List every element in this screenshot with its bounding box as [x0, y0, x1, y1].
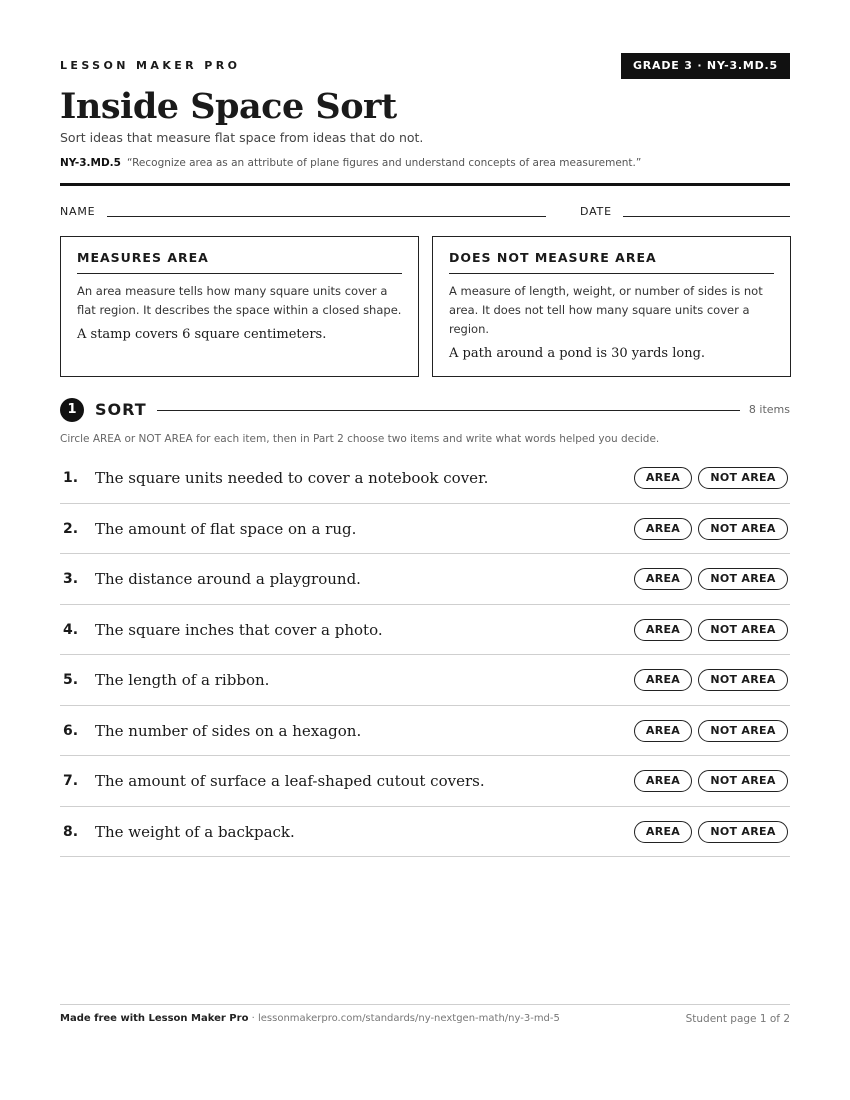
- not-area-choice-button[interactable]: NOT AREA: [698, 568, 788, 590]
- item-text: The square inches that cover a photo.: [95, 620, 383, 639]
- card-title: DOES NOT MEASURE AREA: [449, 250, 774, 274]
- area-choice-button[interactable]: AREA: [634, 770, 692, 792]
- list-item: [60, 706, 790, 757]
- item-text: The amount of surface a leaf-shaped cutout covers.: [95, 772, 485, 790]
- item-number: 3.: [63, 571, 79, 587]
- area-choice-button[interactable]: AREA: [634, 669, 692, 691]
- footer-made-with: Made free with Lesson Maker Pro: [60, 1013, 249, 1024]
- list-item: [60, 453, 790, 504]
- card-description: A measure of length, weight, or number of sides is not area. It does not tell how many square units cover a region.: [449, 284, 763, 336]
- footer-credit: [60, 1013, 560, 1024]
- not-area-choice-button[interactable]: NOT AREA: [698, 669, 788, 691]
- not-area-choice-button[interactable]: NOT AREA: [698, 619, 788, 641]
- worksheet-page: [60, 0, 790, 1100]
- item-number: 6.: [63, 722, 79, 739]
- page-title: Inside Space Sort: [60, 86, 397, 127]
- page-indicator: Student page 1 of 2: [685, 1013, 790, 1025]
- sort-section-header: [60, 398, 790, 422]
- not-area-choice-button[interactable]: NOT AREA: [698, 467, 788, 489]
- not-area-card: [432, 236, 791, 377]
- standard-line: [60, 157, 641, 169]
- standard-code: NY-3.MD.5: [60, 157, 121, 169]
- area-choice-button[interactable]: AREA: [634, 619, 692, 641]
- list-item: [60, 756, 790, 807]
- date-label: DATE: [580, 205, 612, 218]
- measures-area-card: [60, 236, 419, 377]
- area-choice-button[interactable]: AREA: [634, 568, 692, 590]
- not-area-choice-button[interactable]: NOT AREA: [698, 518, 788, 540]
- item-number: 1.: [63, 470, 79, 486]
- card-example: A path around a pond is 30 yards long.: [449, 346, 706, 361]
- list-item: [60, 504, 790, 555]
- section-title: SORT: [95, 400, 147, 419]
- not-area-choice-button[interactable]: NOT AREA: [698, 770, 788, 792]
- footer-url[interactable]: · lessonmakerpro.com/standards/ny-nextgen-math/ny-3-md-5: [248, 1013, 560, 1024]
- footer-divider: [60, 1004, 790, 1005]
- item-text: The length of a ribbon.: [95, 671, 270, 689]
- list-item: [60, 605, 790, 656]
- section-divider: [157, 410, 740, 411]
- item-count: 8 items: [748, 403, 790, 416]
- card-description: An area measure tells how many square units cover a flat region. It describes the space within a closed shape.: [77, 284, 402, 317]
- sort-items-list: [60, 453, 790, 857]
- brand-name: LESSON MAKER PRO: [60, 59, 241, 72]
- not-area-choice-button[interactable]: NOT AREA: [698, 720, 788, 742]
- item-text: The number of sides on a hexagon.: [95, 721, 362, 740]
- card-title: MEASURES AREA: [77, 250, 402, 274]
- item-number: 8.: [63, 823, 79, 840]
- grade-badge: GRADE 3 · NY-3.MD.5: [621, 53, 790, 79]
- standard-text: “Recognize area as an attribute of plane figures and understand concepts of area measurement.”: [126, 157, 642, 169]
- item-number: 2.: [63, 520, 79, 537]
- item-number: 7.: [63, 773, 79, 789]
- item-number: 5.: [63, 672, 79, 688]
- page-subtitle: Sort ideas that measure flat space from ideas that do not.: [60, 130, 424, 145]
- card-example: A stamp covers 6 square centimeters.: [77, 327, 327, 342]
- name-label: NAME: [60, 205, 96, 218]
- area-choice-button[interactable]: AREA: [634, 518, 692, 540]
- list-item: [60, 807, 790, 858]
- name-field[interactable]: [107, 216, 546, 217]
- item-text: The distance around a playground.: [95, 570, 361, 588]
- date-field[interactable]: [623, 216, 790, 217]
- item-text: The square units needed to cover a notebook cover.: [95, 469, 489, 487]
- not-area-choice-button[interactable]: NOT AREA: [698, 821, 788, 843]
- section-number-badge: 1: [60, 398, 84, 422]
- list-item: [60, 554, 790, 605]
- area-choice-button[interactable]: AREA: [634, 467, 692, 489]
- item-text: The weight of a backpack.: [95, 822, 295, 841]
- list-item: [60, 655, 790, 706]
- item-text: The amount of flat space on a rug.: [95, 519, 357, 538]
- header-divider: [60, 183, 790, 186]
- area-choice-button[interactable]: AREA: [634, 821, 692, 843]
- item-number: 4.: [63, 621, 79, 638]
- sort-instructions: Circle AREA or NOT AREA for each item, then in Part 2 choose two items and write what words helped you decide.: [60, 433, 660, 445]
- area-choice-button[interactable]: AREA: [634, 720, 692, 742]
